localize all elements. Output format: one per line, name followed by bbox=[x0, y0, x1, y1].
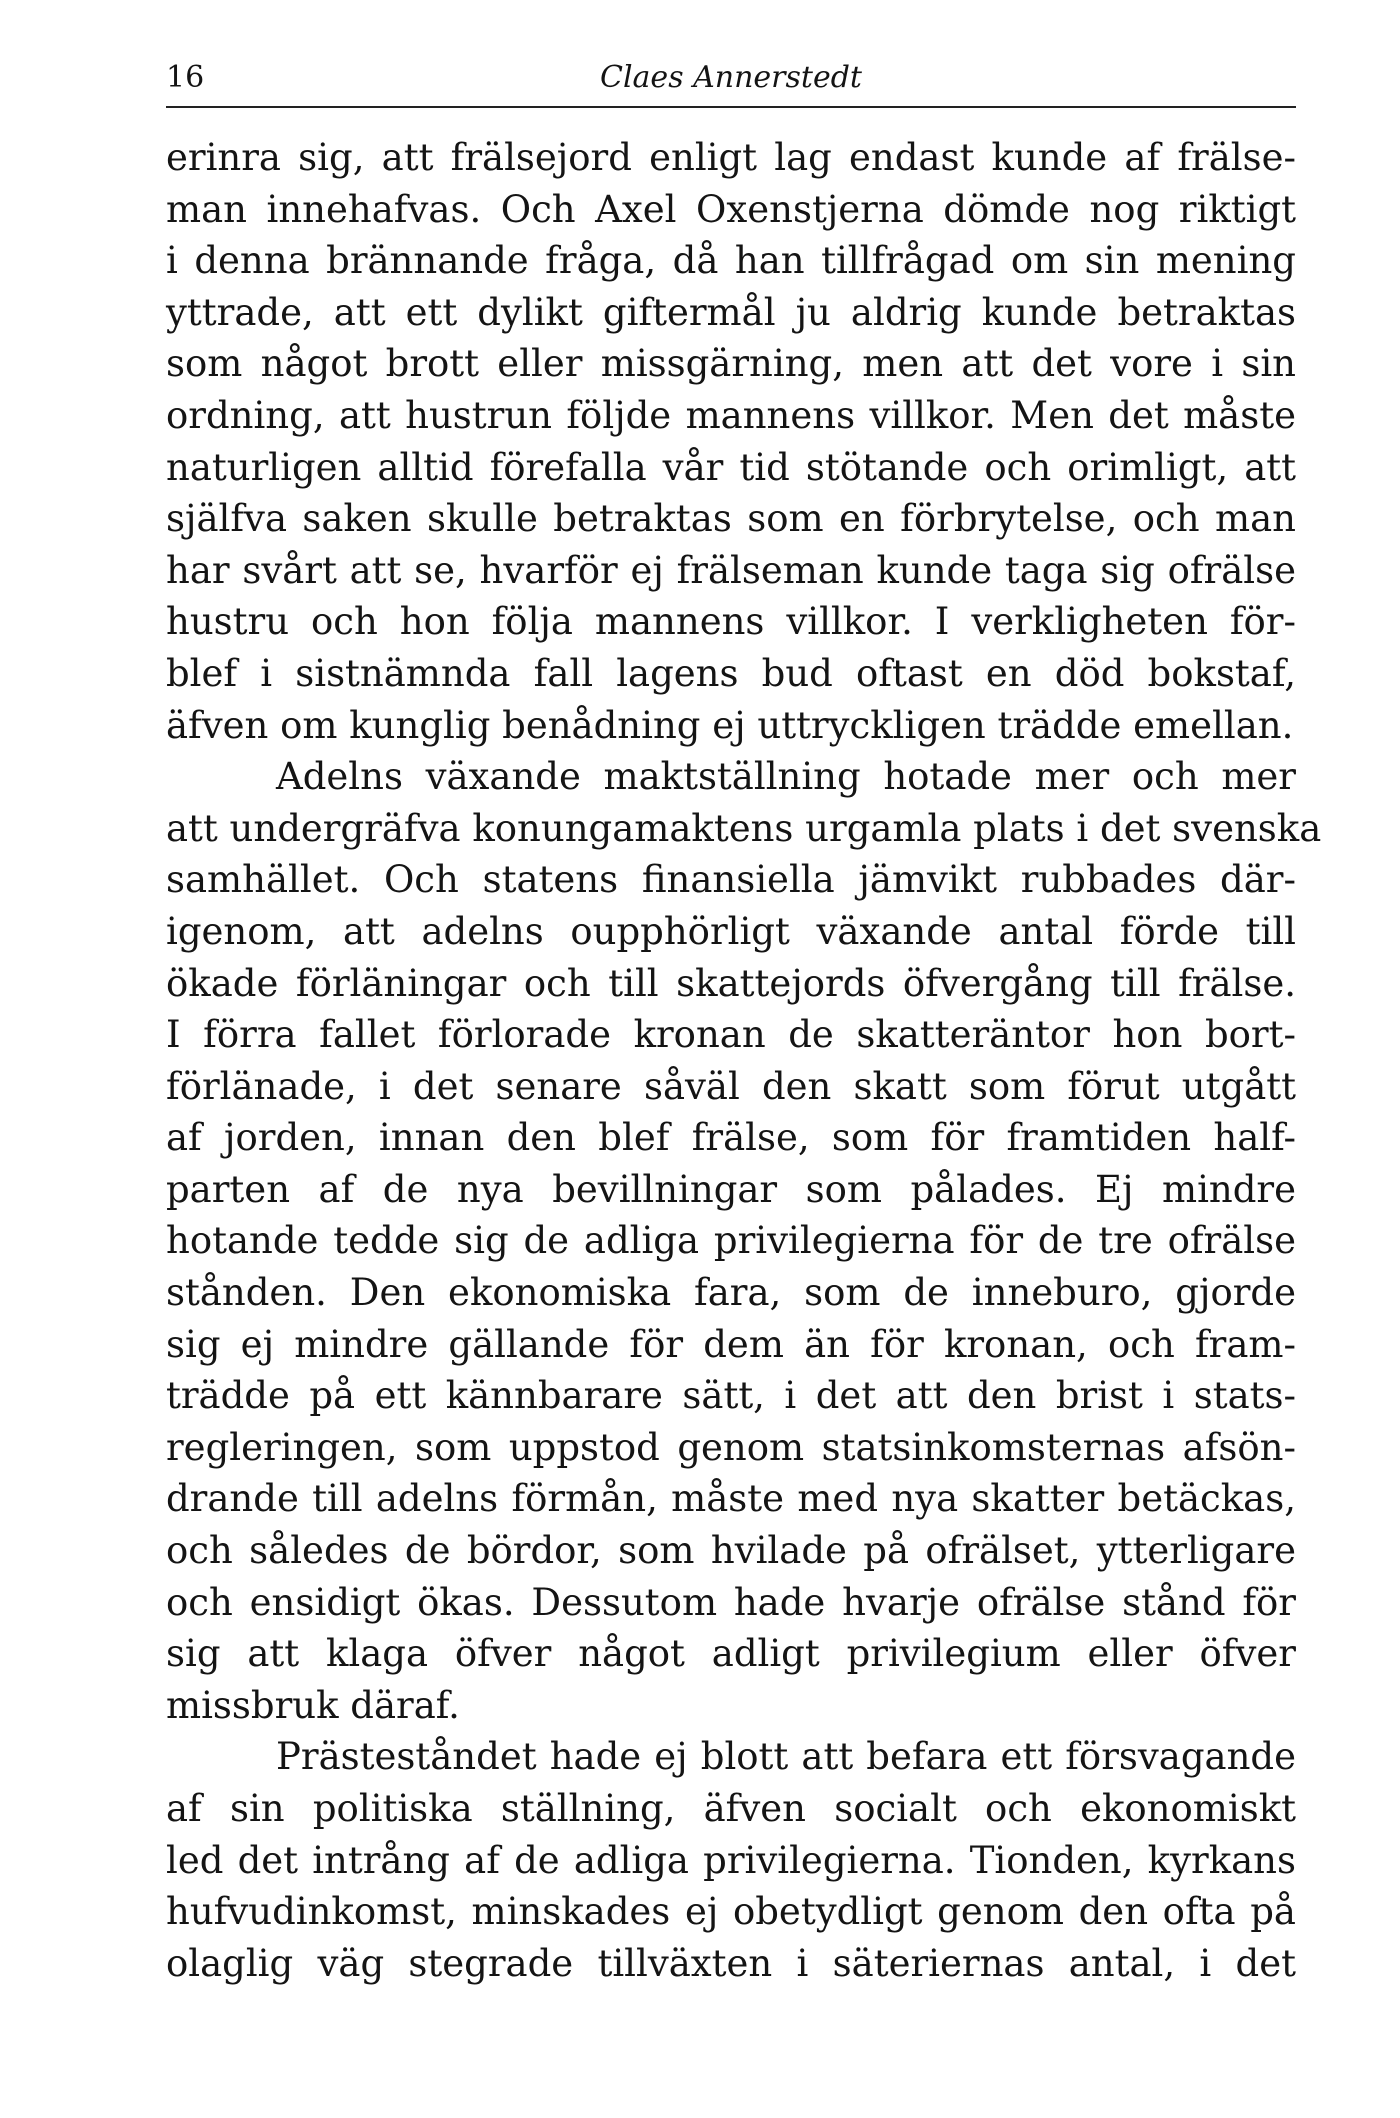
text-line: i denna brännande fråga, då han tillfrågad om sin mening bbox=[166, 239, 1296, 283]
text-line: stånden. Den ekonomiska fara, som de inneburo, gjorde bbox=[166, 1271, 1296, 1315]
text-line: drande till adelns förmån, måste med nya skatter betäckas, bbox=[166, 1477, 1296, 1521]
text-line: parten af de nya bevillningar som pålades. Ej mindre bbox=[166, 1167, 1296, 1211]
text-line: man innehafvas. Och Axel Oxenstjerna dömde nog riktigt bbox=[166, 187, 1296, 231]
text-line: själfva saken skulle betraktas som en förbrytelse, och man bbox=[166, 497, 1296, 541]
text-line: äfven om kunglig benådning ej uttryckligen trädde emellan. bbox=[166, 703, 1294, 747]
text-line: hustru och hon följa mannens villkor. I verkligheten för- bbox=[166, 600, 1296, 644]
text-line: led det intrång af de adliga privilegierna. Tionden, kyrkans bbox=[166, 1838, 1296, 1882]
text-line: som något brott eller missgärning, men att det vore i sin bbox=[166, 342, 1296, 386]
text-line: trädde på ett kännbarare sätt, i det att den brist i stats- bbox=[166, 1374, 1296, 1418]
text-line: olaglig väg stegrade tillväxten i säteriernas antal, i det bbox=[166, 1941, 1296, 1985]
text-line: sig ej mindre gällande för dem än för kronan, och fram- bbox=[166, 1322, 1296, 1366]
paragraph-first-line: Adelns växande maktställning hotade mer och mer bbox=[276, 755, 1296, 799]
running-title: Claes Annerstedt bbox=[600, 60, 862, 95]
text-line: ordning, att hustrun följde mannens villkor. Men det måste bbox=[166, 393, 1296, 437]
text-line: yttrade, att ett dylikt giftermål ju aldrig kunde betraktas bbox=[166, 290, 1296, 334]
text-line: I förra fallet förlorade kronan de skatteräntor hon bort- bbox=[166, 1013, 1296, 1057]
text-line: af sin politiska ställning, äfven socialt och ekonomiskt bbox=[166, 1787, 1296, 1830]
paragraph-first-line: Prästeståndet hade ej blott att befara ett försvagande bbox=[276, 1735, 1296, 1779]
page-number: 16 bbox=[166, 60, 205, 95]
text-line: förlänade, i det senare såväl den skatt som förut utgått bbox=[166, 1064, 1296, 1108]
running-head bbox=[166, 56, 1296, 108]
text-line: har svårt att se, hvarför ej frälseman kunde taga sig ofrälse bbox=[166, 548, 1296, 592]
text-line: och ensidigt ökas. Dessutom hade hvarje ofrälse stånd för bbox=[166, 1580, 1296, 1624]
text-line: och således de bördor, som hvilade på ofrälset, ytterligare bbox=[166, 1529, 1296, 1573]
text-line: hotande tedde sig de adliga privilegierna för de tre ofrälse bbox=[166, 1219, 1296, 1263]
body-text bbox=[166, 132, 1322, 1989]
text-line: samhället. Och statens finansiella jämvikt rubbades där- bbox=[166, 858, 1296, 902]
text-line: af jorden, innan den blef frälse, som för framtiden half- bbox=[166, 1116, 1296, 1160]
text-line: ökade förläningar och till skattejords öfvergång till frälse. bbox=[166, 961, 1296, 1005]
text-line: naturligen alltid förefalla vår tid stötande och orimligt, att bbox=[166, 445, 1296, 489]
text-line: sig att klaga öfver något adligt privilegium eller öfver bbox=[166, 1632, 1296, 1676]
text-line: hufvudinkomst, minskades ej obetydligt genom den ofta på bbox=[166, 1890, 1296, 1934]
text-line: blef i sistnämnda fall lagens bud oftast en död bokstaf, bbox=[166, 651, 1296, 695]
text-line: att undergräfva konungamaktens urgamla plats i det svenska bbox=[166, 806, 1322, 850]
text-line: regleringen, som uppstod genom statsinkomsternas afsön- bbox=[166, 1425, 1296, 1469]
text-line: missbruk däraf. bbox=[166, 1683, 460, 1727]
text-line: erinra sig, att frälsejord enligt lag endast kunde af frälse- bbox=[166, 136, 1296, 179]
text-line: igenom, att adelns oupphörligt växande antal förde till bbox=[166, 909, 1296, 953]
